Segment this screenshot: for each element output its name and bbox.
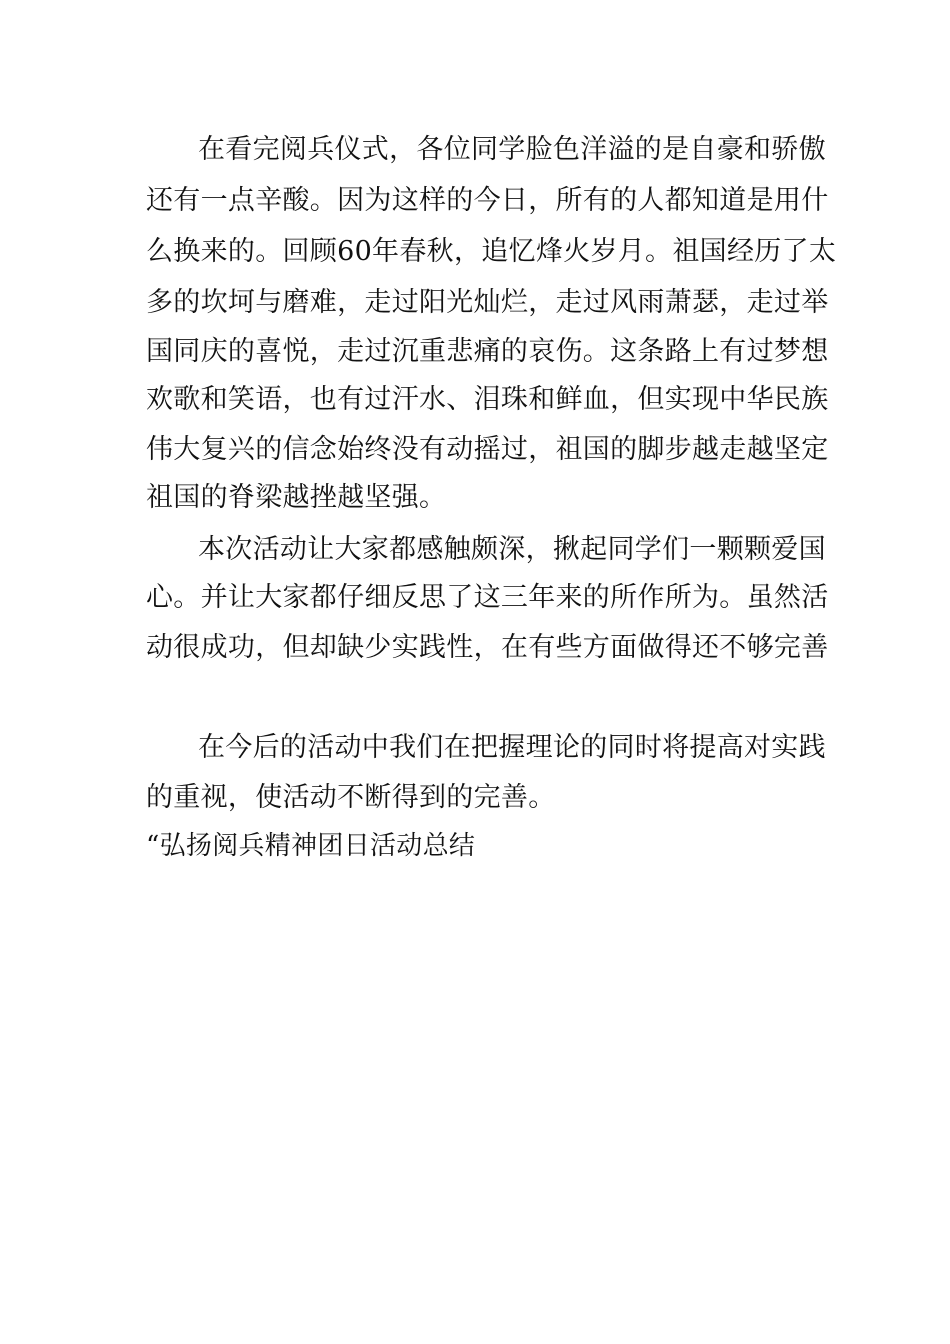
paragraph-1-line-2: 还有一点辛酸。因为这样的今日，所有的人都知道是用什 (146, 185, 829, 216)
paragraph-3-line-2: 的重视，使活动不断得到的完善。 (146, 782, 556, 813)
paragraph-1-line-4: 多的坎坷与磨难，走过阳光灿烂，走过风雨萧瑟，走过举 (146, 287, 829, 318)
closing-title: “弘扬阅兵精神团日活动总结 (146, 831, 476, 861)
paragraph-1-line-1: 在看完阅兵仪式，各位同学脸色洋溢的是自豪和骄傲 (198, 134, 826, 165)
paragraph-1-line-7: 伟大复兴的信念始终没有动摇过，祖国的脚步越走越坚定 (146, 434, 829, 465)
paragraph-2-line-1: 本次活动让大家都感触颇深，揪起同学们一颗颗爱国 (198, 534, 826, 565)
paragraph-3-line-1: 在今后的活动中我们在把握理论的同时将提高对实践 (198, 732, 826, 763)
paragraph-1-line-3: 么换来的。回顾60年春秋，追忆烽火岁月。祖国经历了太 (146, 236, 837, 267)
paragraph-2-line-3: 动很成功，但却缺少实践性，在有些方面做得还不够完善 (146, 632, 829, 663)
paragraph-2-line-2: 心。并让大家都仔细反思了这三年来的所作所为。虽然活 (146, 582, 829, 613)
paragraph-1-line-5: 国同庆的喜悦，走过沉重悲痛的哀伤。这条路上有过梦想 (146, 336, 829, 367)
paragraph-1-line-8: 祖国的脊梁越挫越坚强。 (146, 482, 447, 513)
paragraph-1-line-6: 欢歌和笑语，也有过汗水、泪珠和鲜血，但实现中华民族 (146, 384, 829, 415)
